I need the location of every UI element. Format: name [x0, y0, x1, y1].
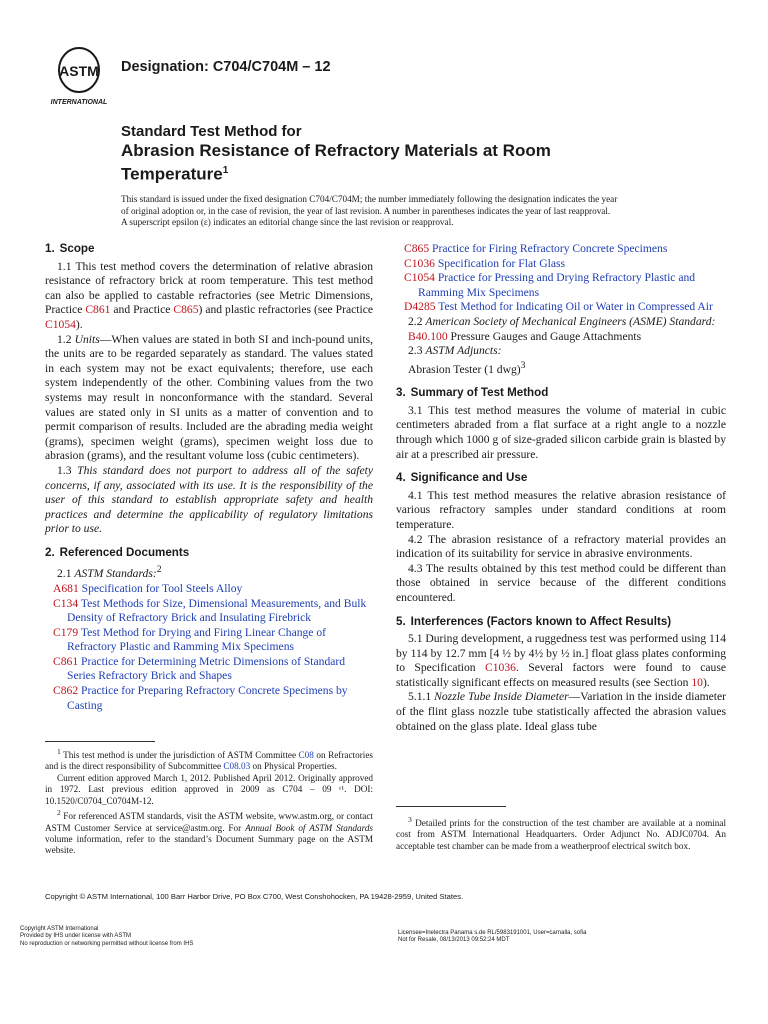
scope-1-1-text-a: 1.1 This test method covers the determination of relative abrasion resistance of refractory brick at room temperature. This test method can also be applied to castable refractories (see Metric Dimensions, Practice — [45, 259, 373, 317]
reference-title[interactable]: Practice for Firing Refractory Concrete Specimens — [432, 242, 668, 255]
astm-logo — [44, 46, 114, 108]
footnote-ref-3[interactable]: 3 — [520, 359, 526, 371]
reference-title[interactable]: Practice for Determining Metric Dimensions of Standard Series Refractory Brick and Shapes — [67, 654, 346, 683]
scope-1-3-italic: This standard does not purport to address all of the safety concerns, if any, associated with its use. It is the responsibility of the user of this standard to establish appropriate safety and health practices and determine the applicability of regulatory limitations prior to use. — [45, 463, 373, 536]
right-column — [396, 242, 726, 734]
title-line1: Standard Test Method for — [121, 123, 302, 140]
link-b40-100[interactable]: B40.100 — [408, 329, 448, 343]
footnote-2-italic: Annual Book of ASTM Standards — [245, 822, 373, 833]
intro-note — [121, 194, 661, 229]
footnote-3: $^3$ Detailed prints for the construction of the test chamber are available at a nominal cost from ASTM International Headquarters. Order Adjunct No. ADJC0704. An acceptable test chamber can be made from a weatherproof electrical switch box. — [396, 815, 727, 851]
reference-title[interactable]: Specification for Tool Steels Alloy — [81, 581, 243, 595]
scope-1-1 — [45, 260, 373, 333]
reference-item[interactable] — [396, 257, 726, 272]
license-left-line2: Provided by IHS under license with ASTM — [20, 933, 132, 940]
interferences-5-1-1 — [396, 690, 726, 734]
scope-1-2-text: —When values are stated in both SI and inch-pound units, the units are to be regarded separately as standard. The values stated in each system may not be exact equivalents; therefore, use each system independently of the other. Combining values from the two systems may result in nonconformance with the standard. Several values are stated only in SI units as a matter of convention and to permit comparison of results. Included are the abrading media weight (grams), specimen weight (grams), specimen weight loss due to abrasion (grams), and the resultant volume loss (cubic centimeters). — [45, 332, 374, 463]
scope-1-2 — [45, 333, 373, 464]
interferences-heading-text: Interferences (Factors known to Affect Results) — [410, 614, 672, 628]
link-c865[interactable]: C865 — [173, 303, 199, 317]
footnote-divider-left — [45, 741, 155, 742]
reference-code[interactable]: A681 — [53, 581, 79, 595]
summary-3-1: 3.1 This test method measures the volume of material in cubic centimeters abraded from a flat surface at a right angle to a nozzle through which 1000 g of size-graded silicon carbide grain is blasted by air at a prescribed air pressure. — [396, 403, 726, 461]
interferences-5-1-1-italic: Nozzle Tube Inside Diameter — [434, 690, 569, 704]
scope-heading — [45, 242, 373, 257]
interferences-5-1-text-b: . Several factors were found to cause statistically significant effects on measured results (see Section — [396, 661, 727, 689]
reference-item[interactable] — [45, 597, 373, 626]
reference-code[interactable]: C862 — [53, 684, 79, 698]
license-right-line1: Licensee=Inelectra Panama s.de RL/5983191001, User=carnalla, sofia — [398, 930, 587, 936]
reference-title[interactable]: Test Method for Indicating Oil or Water in Compressed Air — [438, 300, 713, 314]
footnote-2-text-a: For referenced ASTM standards, visit the ASTM website, www.astm.org, or contact ASTM Customer Service at service@astm.org. For — [45, 811, 374, 833]
reference-code[interactable]: C134 — [53, 596, 79, 610]
logo-subtext: INTERNATIONAL — [50, 99, 108, 106]
asme-reference-text: Pressure Gauges and Gauge Attachments — [447, 329, 642, 343]
reference-code[interactable]: C179 — [53, 625, 79, 639]
footnote-1-edition: Current edition approved March 1, 2012. Published April 2012. Originally approved in 1972. Last previous edition approved in 2009 as C704 – 09 ᵋ¹. DOI: 10.1520/C0704_C0704M-12. — [45, 772, 373, 806]
reference-list-right — [396, 242, 726, 315]
significance-heading — [396, 471, 726, 486]
link-c1036-inline[interactable]: C1036 — [485, 661, 516, 675]
title-line2: Abrasion Resistance of Refractory Materials at Room — [121, 141, 551, 160]
referenced-2-2-num: 2.2 — [408, 314, 426, 328]
footnote-1-text-c: on Physical Properties. — [250, 761, 337, 772]
astm-logo-icon — [44, 46, 114, 108]
left-column — [45, 242, 373, 713]
footnotes-right — [396, 814, 726, 852]
reference-code[interactable]: C1036 — [404, 256, 435, 270]
footnote-1: $^1$ This test method is under the jurisdiction of ASTM Committee C08 on Refractories and is the direct responsibility of Subcommittee C08.03 on Physical Properties. — [45, 747, 373, 772]
significance-heading-num: 4. — [396, 471, 406, 485]
interferences-5-1 — [396, 632, 726, 690]
reference-code[interactable]: D4285 — [404, 300, 436, 314]
adjunct-text: Abrasion Tester (1 dwg) — [408, 362, 521, 376]
summary-heading — [396, 386, 726, 401]
footnote-ref-2[interactable]: 2 — [156, 564, 162, 576]
scope-heading-text: Scope — [59, 242, 95, 255]
title-footnote-ref[interactable]: 1 — [222, 165, 229, 176]
designation: Designation: C704/C704M – 12 — [121, 59, 331, 75]
referenced-heading-text: Referenced Documents — [59, 545, 190, 559]
reference-code[interactable]: C1054 — [404, 271, 435, 285]
referenced-heading — [45, 546, 373, 561]
reference-item[interactable] — [45, 655, 373, 684]
referenced-heading-num: 2. — [45, 545, 55, 559]
referenced-2-1-num: 2.1 — [57, 567, 75, 581]
reference-title[interactable]: Test Methods for Size, Dimensional Measurements, and Bulk Density of Refractory Brick and Insulating Firebrick — [67, 596, 367, 625]
copyright-line: Copyright © ASTM International, 100 Barr Harbor Drive, PO Box C700, West Conshohocken, PA 19428-2959, United States. — [45, 892, 464, 901]
referenced-2-3 — [396, 344, 726, 359]
license-left-line3: No reproduction or networking permitted without license from IHS — [20, 940, 194, 947]
document-title — [121, 122, 641, 185]
reference-item[interactable] — [396, 300, 726, 315]
referenced-2-2-italic: American Society of Mechanical Engineers (ASME) Standard: — [425, 314, 716, 328]
license-right — [398, 930, 586, 945]
reference-title[interactable]: Practice for Pressing and Drying Refractory Plastic and Ramming Mix Specimens — [418, 271, 696, 299]
reference-item[interactable] — [396, 242, 726, 257]
footnote-1-text-b: on Refractories and is the direct responsibility of Subcommittee — [45, 750, 373, 772]
adjunct-item — [396, 359, 726, 377]
reference-item[interactable] — [45, 582, 373, 597]
intro-line2: of original adoption or, in the case of revision, the year of last revision. A number in parentheses indicates the year of last reapproval. — [121, 205, 611, 216]
link-section-10[interactable]: 10 — [691, 675, 703, 689]
license-left — [20, 926, 193, 948]
link-subcommittee-c08-03[interactable]: C08.03 — [223, 761, 251, 772]
interferences-5-1-text-c: ). — [702, 675, 710, 689]
scope-1-1-text-c: ) and plastic refractories (see Practice — [198, 303, 373, 317]
summary-heading-num: 3. — [396, 386, 406, 400]
license-left-line1: Copyright ASTM International — [20, 926, 99, 932]
referenced-2-3-num: 2.3 — [408, 344, 426, 358]
footnotes-left — [45, 746, 373, 857]
asme-reference — [396, 330, 726, 345]
reference-title[interactable]: Test Method for Drying and Firing Linear Change of Refractory Plastic and Ramming Mix Specimens — [67, 625, 327, 654]
intro-line1: This standard is issued under the fixed designation C704/C704M; the number immediately following the designation indicates the year — [121, 194, 618, 204]
scope-1-1-text-b: and Practice — [110, 303, 174, 317]
logo-text: ASTM — [59, 63, 99, 79]
scope-1-2-italic: Units — [74, 332, 100, 346]
interferences-heading-num: 5. — [396, 614, 406, 628]
reference-item[interactable] — [45, 684, 373, 713]
reference-title[interactable]: Specification for Flat Glass — [437, 256, 566, 270]
significance-4-3: 4.3 The results obtained by this test method could be different than those obtained in service because of the different conditions encountered. — [396, 561, 726, 604]
reference-item[interactable] — [45, 626, 373, 655]
link-c1054[interactable]: C1054 — [45, 317, 76, 331]
reference-title[interactable]: Practice for Preparing Refractory Concrete Specimens by Casting — [67, 684, 348, 712]
footnote-divider-right — [396, 806, 506, 807]
reference-item[interactable] — [396, 271, 726, 300]
scope-1-1-text-d: ). — [75, 317, 83, 331]
scope-1-2-num: 1.2 — [57, 332, 75, 346]
referenced-2-3-italic: ASTM Adjuncts: — [425, 344, 502, 358]
link-c861[interactable]: C861 — [85, 303, 111, 317]
intro-line3: A superscript epsilon (ε) indicates an editorial change since the last revision or reapproval. — [121, 217, 454, 228]
footnote-1-text-a: This test method is under the jurisdiction of ASTM Committee — [63, 750, 299, 761]
interferences-5-1-1-text: —Variation in the inside diameter of the flint glass nozzle tube statistically affected the abrasion values obtained on the glass plate. Ideal glass tube — [396, 690, 726, 733]
title-line3 — [121, 161, 641, 185]
link-committee-c08[interactable]: C08 — [298, 750, 314, 761]
license-right-line2: Not for Resale, 08/13/2013 09:52:24 MDT — [398, 937, 510, 944]
significance-heading-text: Significance and Use — [410, 471, 528, 485]
footnote-3-text: Detailed prints for the construction of the test chamber are available at a nominal cost from ASTM International Headquarters. Order Adjunct No. ADJC0704. An acceptable test chamber can be made from a weatherproof electrical switch box. — [396, 818, 727, 851]
footnote-2-text-b: volume information, refer to the standard’s Document Summary page on the ASTM website. — [45, 833, 373, 856]
significance-4-1: 4.1 This test method measures the relative abrasion resistance of various refractory samples under standard conditions at room temperature. — [396, 488, 726, 531]
reference-code[interactable]: C861 — [53, 654, 79, 668]
footnote-2: $^2$ For referenced ASTM standards, visit the ASTM website, www.astm.org, or contact ASTM Customer Service at service@astm.org. For Annual Book of ASTM Standards volume information, refer to the standard’s Document Summary page on the ASTM website. — [45, 808, 374, 856]
scope-heading-num: 1. — [45, 242, 55, 255]
summary-heading-text: Summary of Test Method — [410, 386, 549, 400]
significance-4-2: 4.2 The abrasion resistance of a refractory material provides an indication of its suitability for service in abrasive environments. — [396, 532, 726, 561]
referenced-2-2 — [396, 315, 726, 330]
referenced-2-1-italic: ASTM Standards: — [74, 567, 157, 581]
scope-1-3-num: 1.3 — [57, 463, 78, 477]
reference-code[interactable]: C865 — [404, 242, 430, 255]
interferences-5-1-1-num: 5.1.1 — [408, 690, 435, 704]
reference-list-left — [45, 582, 373, 713]
title-line3-text: Temperature — [121, 164, 223, 184]
scope-1-3 — [45, 464, 373, 537]
referenced-2-1 — [45, 563, 373, 581]
interferences-heading — [396, 615, 726, 630]
interferences-5-1-text-a: 5.1 During development, a ruggedness test was performed using 114 by 114 by 12.7 mm [4 ½ by 4½ by ½ in.] float glass plates conforming to Specification — [396, 632, 727, 675]
